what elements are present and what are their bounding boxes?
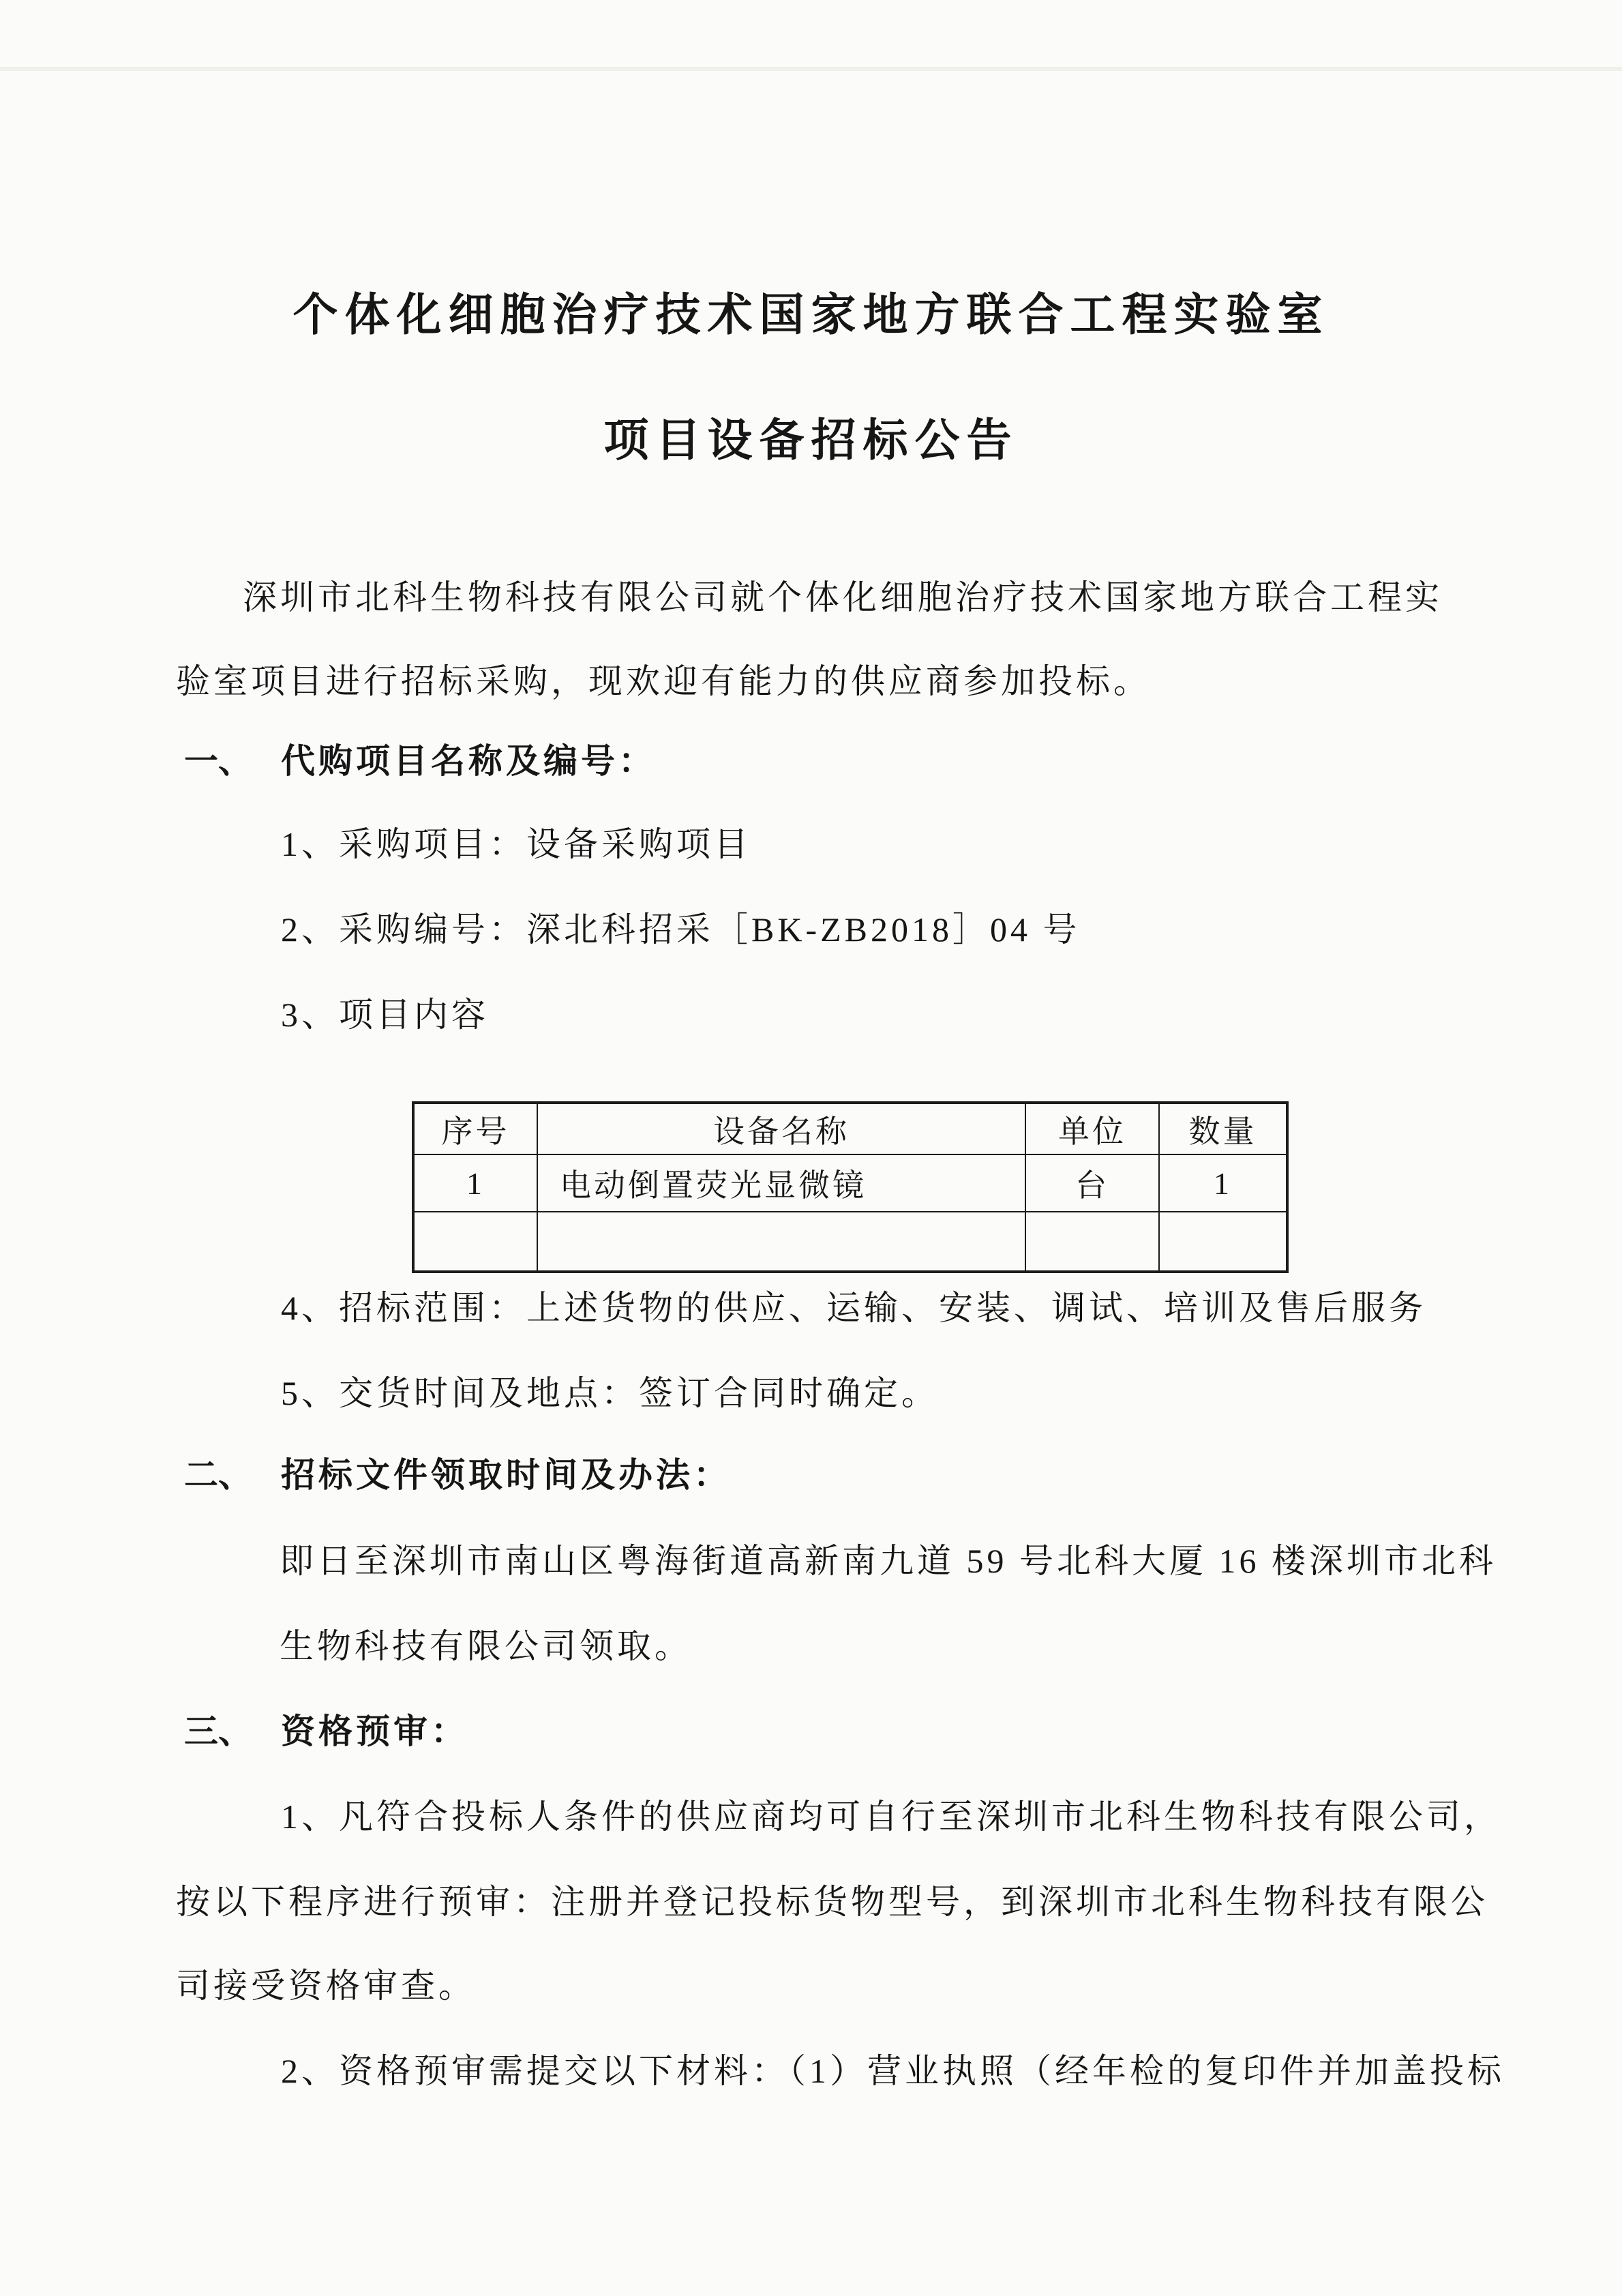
- table-row-empty: [413, 1212, 1287, 1272]
- document-title-line2: 项目设备招标公告: [603, 416, 1019, 466]
- item-purchase-project: 1、采购项目：设备采购项目: [281, 825, 751, 863]
- table-cell-quantity: 1: [1159, 1154, 1287, 1212]
- item-project-content: 3、项目内容: [281, 996, 489, 1034]
- item-purchase-number: 2、采购编号：深北科招采［BK-ZB2018］04 号: [281, 910, 1081, 949]
- item-bid-scope: 4、招标范围：上述货物的供应、运输、安装、调试、培训及售后服务: [281, 1289, 1426, 1327]
- table-cell-empty: [1025, 1212, 1159, 1272]
- scan-artifact: [0, 67, 1622, 71]
- table-header-unit: 单位: [1025, 1103, 1159, 1154]
- table-cell-empty: [413, 1212, 537, 1272]
- table-header-row: [413, 1103, 1287, 1154]
- table-header-name: 设备名称: [537, 1103, 1025, 1154]
- intro-line-2: 验室项目进行招标采购，现欢迎有能力的供应商参加投标。: [176, 662, 1151, 700]
- section3-line-1: 1、凡符合投标人条件的供应商均可自行至深圳市北科生物科技有限公司，: [281, 1798, 1501, 1836]
- section3-heading: [184, 1710, 468, 1753]
- table-cell-unit: 台: [1025, 1154, 1159, 1212]
- intro-line-1: 深圳市北科生物科技有限公司就个体化细胞治疗技术国家地方联合工程实: [243, 578, 1443, 616]
- section3-line-2: 按以下程序进行预审：注册并登记投标货物型号，到深圳市北科生物科技有限公: [176, 1883, 1488, 1921]
- section2-title: 招标文件领取时间及办法：: [281, 1456, 731, 1494]
- table-header-quantity: 数量: [1159, 1103, 1287, 1154]
- document-title-line1: 个体化细胞治疗技术国家地方联合工程实验室: [292, 290, 1330, 340]
- section2-line-2: 生物科技有限公司领取。: [280, 1627, 692, 1665]
- section3-title: 资格预审：: [281, 1712, 468, 1750]
- section3-number: 三、: [184, 1712, 252, 1750]
- section2-line-1: 即日至深圳市南山区粤海街道高新南九道 59 号北科大厦 16 楼深圳市北科: [280, 1542, 1497, 1580]
- section3-line-4: 2、资格预审需提交以下材料：（1）营业执照（经年检的复印件并加盖投标: [281, 2052, 1505, 2090]
- table-header-index: 序号: [413, 1103, 537, 1154]
- section1-number: 一、: [184, 742, 252, 780]
- table-row: [413, 1154, 1287, 1212]
- section1-heading: [184, 740, 656, 783]
- section1-title: 代购项目名称及编号：: [281, 742, 656, 780]
- section2-heading: [184, 1454, 731, 1497]
- item-delivery: 5、交货时间及地点：签订合同时确定。: [281, 1374, 939, 1412]
- equipment-table: [412, 1101, 1289, 1273]
- section3-line-3: 司接受资格审查。: [176, 1967, 476, 2005]
- table-cell-index: 1: [413, 1154, 537, 1212]
- table-cell-empty: [537, 1212, 1025, 1272]
- table-cell-empty: [1159, 1212, 1287, 1272]
- section2-number: 二、: [184, 1456, 252, 1494]
- table-cell-name: 电动倒置荧光显微镜: [537, 1154, 1025, 1212]
